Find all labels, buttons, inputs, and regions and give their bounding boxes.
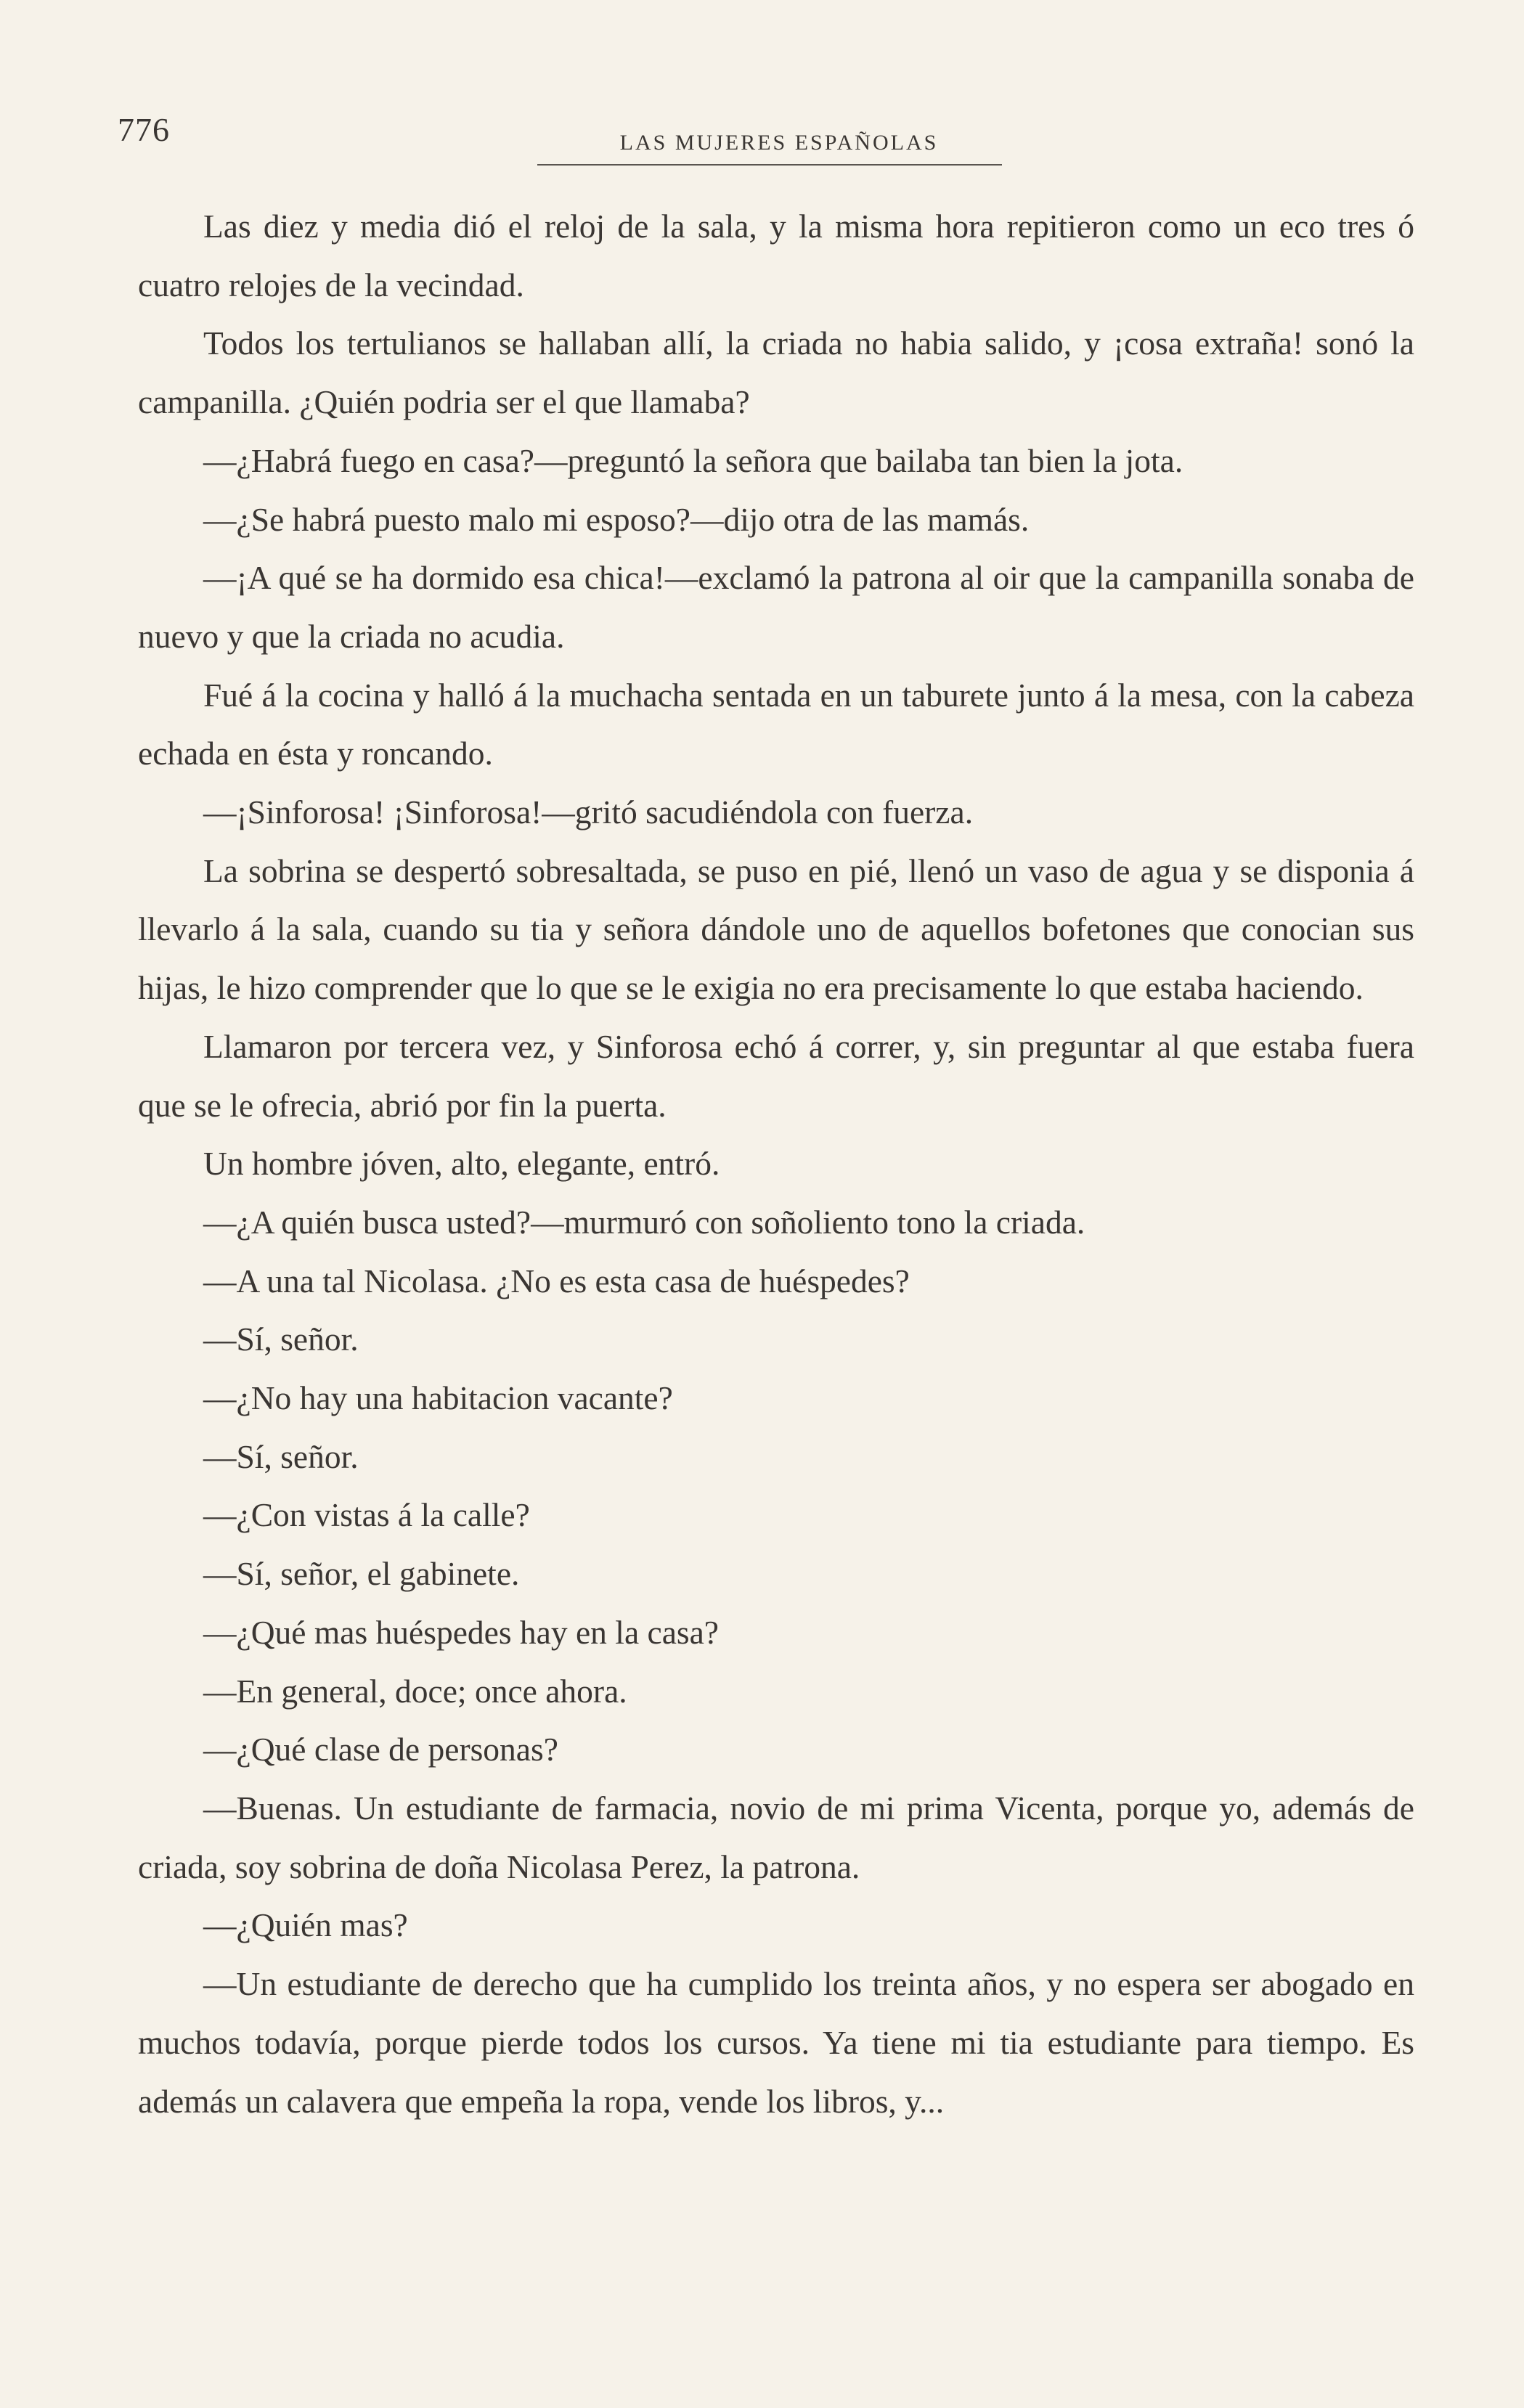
body-text	[138, 197, 1414, 2131]
paragraph: —Buenas. Un estudiante de farmacia, novio de mi prima Vicenta, porque yo, además de criada, soy sobrina de doña Nicolasa Perez, la patrona.	[138, 1789, 1414, 1885]
paragraph: —¡A qué se ha dormido esa chica!—exclamó la patrona al oir que la campanilla sonaba de nuevo y que la criada no acudia.	[138, 559, 1414, 655]
paragraph: —¿Con vistas á la calle?	[203, 1496, 530, 1534]
paragraph: Un hombre jóven, alto, elegante, entró.	[203, 1145, 720, 1183]
paragraph: —¿Se habrá puesto malo mi esposo?—dijo otra de las mamás.	[203, 500, 1030, 538]
paragraph: —En general, doce; once ahora.	[203, 1672, 627, 1710]
paragraph: Todos los tertulianos se hallaban allí, la criada no habia salido, y ¡cosa extraña! sonó la campanilla. ¿Quién podria ser el que llamaba?	[138, 325, 1414, 421]
paragraph: —Un estudiante de derecho que ha cumplido los treinta años, y no espera ser abogado en muchos todavía, porque pierde todos los cursos. Ya tiene mi tia estudiante para tiempo. Es además un calavera que empeña la ropa, vende los libros, y...	[138, 1965, 1414, 2120]
paragraph: —Sí, señor, el gabinete.	[203, 1555, 520, 1593]
paragraph: Fué á la cocina y halló á la muchacha sentada en un taburete junto á la mesa, con la cabeza echada en ésta y roncando.	[138, 676, 1414, 772]
paragraph: —¿Quién mas?	[203, 1906, 408, 1944]
paragraph: La sobrina se despertó sobresaltada, se puso en pié, llenó un vaso de agua y se disponia á llevarlo á la sala, cuando su tia y señora dándole uno de aquellos bofetones que conocian sus hijas, le hizo comprender que lo que se le exigia no era precisamente lo que estaba haciendo.	[138, 852, 1414, 1007]
running-head: LAS MUJERES ESPAÑOLAS	[619, 131, 939, 155]
paragraph: Llamaron por tercera vez, y Sinforosa echó á correr, y, sin preguntar al que estaba fuera que se le ofrecia, abrió por fin la puerta.	[138, 1027, 1414, 1124]
page-number: 776	[118, 111, 170, 148]
paragraph: —¿Habrá fuego en casa?—preguntó la señora que bailaba tan bien la jota.	[203, 441, 1183, 479]
paragraph: —¡Sinforosa! ¡Sinforosa!—gritó sacudiéndola con fuerza.	[203, 793, 974, 831]
paragraph: —A una tal Nicolasa. ¿No es esta casa de huéspedes?	[203, 1262, 910, 1299]
paragraph: —Sí, señor.	[203, 1321, 359, 1358]
paragraph: —¿A quién busca usted?—murmuró con soñoliento tono la criada.	[203, 1203, 1085, 1241]
paragraph: —¿Qué mas huéspedes hay en la casa?	[203, 1613, 720, 1651]
paragraph: —¿Qué clase de personas?	[203, 1731, 558, 1768]
head-rule	[537, 164, 1002, 166]
paragraph: —¿No hay una habitacion vacante?	[203, 1379, 673, 1417]
paragraph: —Sí, señor.	[203, 1437, 359, 1475]
paragraph: Las diez y media dió el reloj de la sala, y la misma hora repitieron como un eco tres ó cuatro relojes de la vecindad.	[138, 208, 1414, 303]
